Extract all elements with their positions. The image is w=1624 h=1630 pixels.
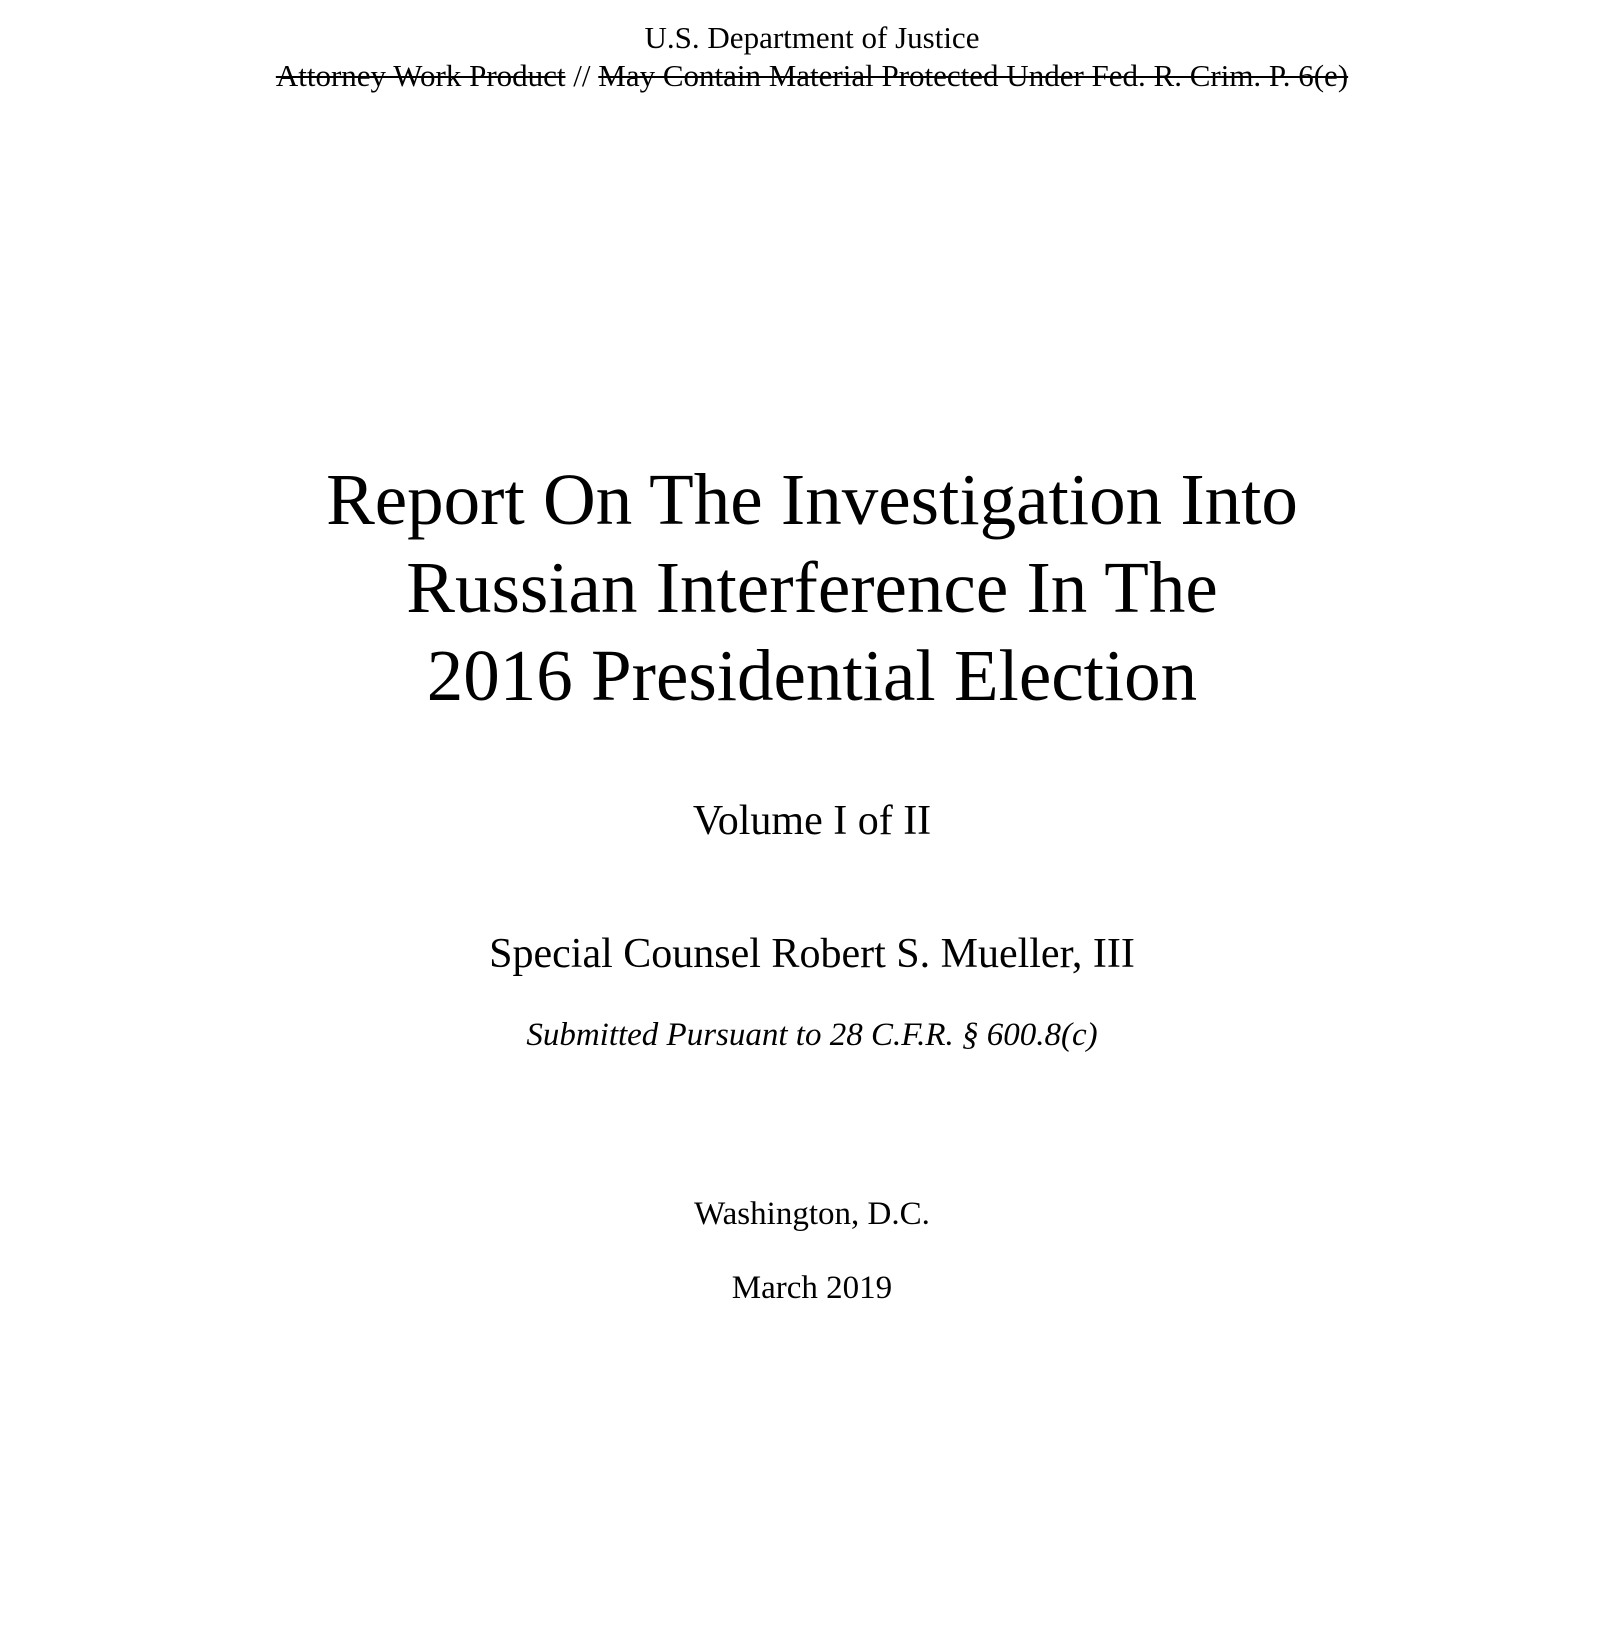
report-title (0, 456, 1624, 720)
submission-citation: Submitted Pursuant to 28 C.F.R. § 600.8(c) (526, 1017, 1098, 1053)
author-line: Special Counsel Robert S. Mueller, III (489, 931, 1135, 977)
report-title-line-3: 2016 Presidential Election (426, 635, 1198, 716)
report-title-line-2: Russian Interference In The (406, 547, 1218, 628)
place-line: Washington, D.C. (694, 1196, 930, 1232)
header-notice-work-product: Attorney Work Product (275, 58, 566, 93)
header-notice-grand-jury: May Contain Material Protected Under Fed. R. Crim. P. 6(e) (598, 58, 1349, 93)
date-line: March 2019 (731, 1270, 893, 1306)
header-notice (0, 60, 1624, 91)
volume-label: Volume I of II (692, 798, 932, 844)
header-department: U.S. Department of Justice (644, 20, 980, 55)
header-notice-separator: // (565, 58, 599, 93)
report-title-line-1: Report On The Investigation Into (326, 459, 1298, 540)
